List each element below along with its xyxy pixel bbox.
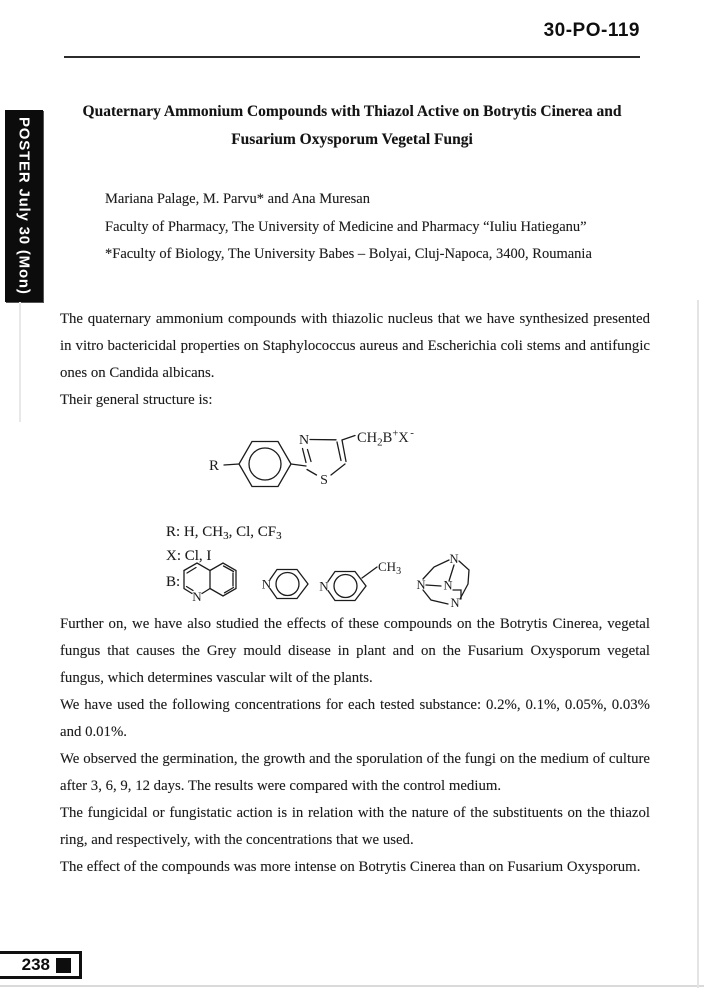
pyridine-n-atom: N <box>261 576 272 592</box>
urotropine-n-top: N <box>449 552 459 566</box>
methylpyridine-structure <box>318 556 402 606</box>
quinoline-n-atom: N <box>192 589 202 604</box>
r-substituent-label: R <box>209 458 220 474</box>
page-number: 238 <box>21 955 50 974</box>
poster-day-tab <box>5 110 43 302</box>
methylpyridine-n-atom: N <box>319 578 329 594</box>
paragraph-synthesis: The quaternary ammonium compounds with thiazolic nucleus that we have synthesized presented in vitro bactericidal properties on Staphylococcus aureus and Escherichia coli stems and antifungic ones on Candida albicans. <box>60 311 650 381</box>
r-substituents-line: R: H, $CH_3$, Cl, $CF_3$ <box>166 524 282 542</box>
page-number-box <box>0 951 82 979</box>
paragraph-action: The fungicidal or fungistatic action is in relation with the nature of the substituents on the thiazol ring, and respectively, with the concentrations that we used. <box>60 805 650 848</box>
paper-title-line1: Quaternary Ammonium Compounds with Thiazol Active on Botrytis Cinerea and <box>82 103 622 120</box>
paragraph-structure-lead: Their general structure is: <box>60 392 213 408</box>
poster-day-label: POSTER July 30 (Mon) <box>15 117 33 295</box>
paragraph-observation: We observed the germination, the growth and the sporulation of the fungi on the medium of culture after 3, 6, 9, 12 days. The results were compared with the control medium. <box>60 751 650 794</box>
header-rule <box>64 56 640 58</box>
quaternary-formula: $CH_2B^+X$ - <box>357 427 414 449</box>
methyl-group-label: $CH_3$ <box>378 559 402 577</box>
urotropine-n-bottom: N <box>450 596 460 610</box>
abstract-results <box>60 611 650 881</box>
paper-title <box>52 98 652 154</box>
x-substituents-line: X: Cl, I <box>166 548 212 564</box>
quinoline-structure <box>181 560 241 606</box>
urotropine-n-center: N <box>443 578 453 593</box>
scan-artifact-right-edge <box>697 300 699 988</box>
urotropine-n-left: N <box>416 578 426 592</box>
paper-code: 30-PO-119 <box>543 20 640 41</box>
affiliation-pharmacy: Faculty of Pharmacy, The University of Medicine and Pharmacy “Iuliu Hatieganu” <box>105 218 587 235</box>
scan-artifact-bottom-line <box>0 985 704 987</box>
paper-title-line2: Fusarium Oxysporum Vegetal Fungi <box>231 131 473 148</box>
b-substituents-label: B: <box>166 574 181 590</box>
thiazole-structure-diagram <box>203 423 443 508</box>
scan-artifact-left-edge <box>19 302 21 422</box>
thiazole-s-atom: S <box>320 473 328 488</box>
urotropine-structure <box>415 549 479 609</box>
authors-block <box>105 186 592 269</box>
affiliation-biology: *Faculty of Biology, The University Babes – Bolyai, Cluj-Napoca, 3400, Roumania <box>105 246 592 262</box>
author-names: Mariana Palage, M. Parvu* and Ana Muresan <box>105 191 370 207</box>
paragraph-concentrations: We have used the following concentrations for each tested substance: 0.2%, 0.1%, 0.05%, 0.03% and 0.01%. <box>60 697 650 740</box>
abstract-intro <box>60 306 650 414</box>
pyridine-structure <box>261 564 311 604</box>
thiazole-n-atom: N <box>298 433 310 448</box>
paragraph-fungi-studied: Further on, we have also studied the effects of these compounds on the Botrytis Cinerea, vegetal fungus that causes the Grey mould disease in plant and on the Fusarium Oxysporum vegetal fungus, which determines vascular wilt of the plants. <box>60 616 650 686</box>
paragraph-conclusion: The effect of the compounds was more intense on Botrytis Cinerea than on Fusarium Oxysporum. <box>60 859 641 875</box>
page-number-square-icon <box>56 958 71 973</box>
